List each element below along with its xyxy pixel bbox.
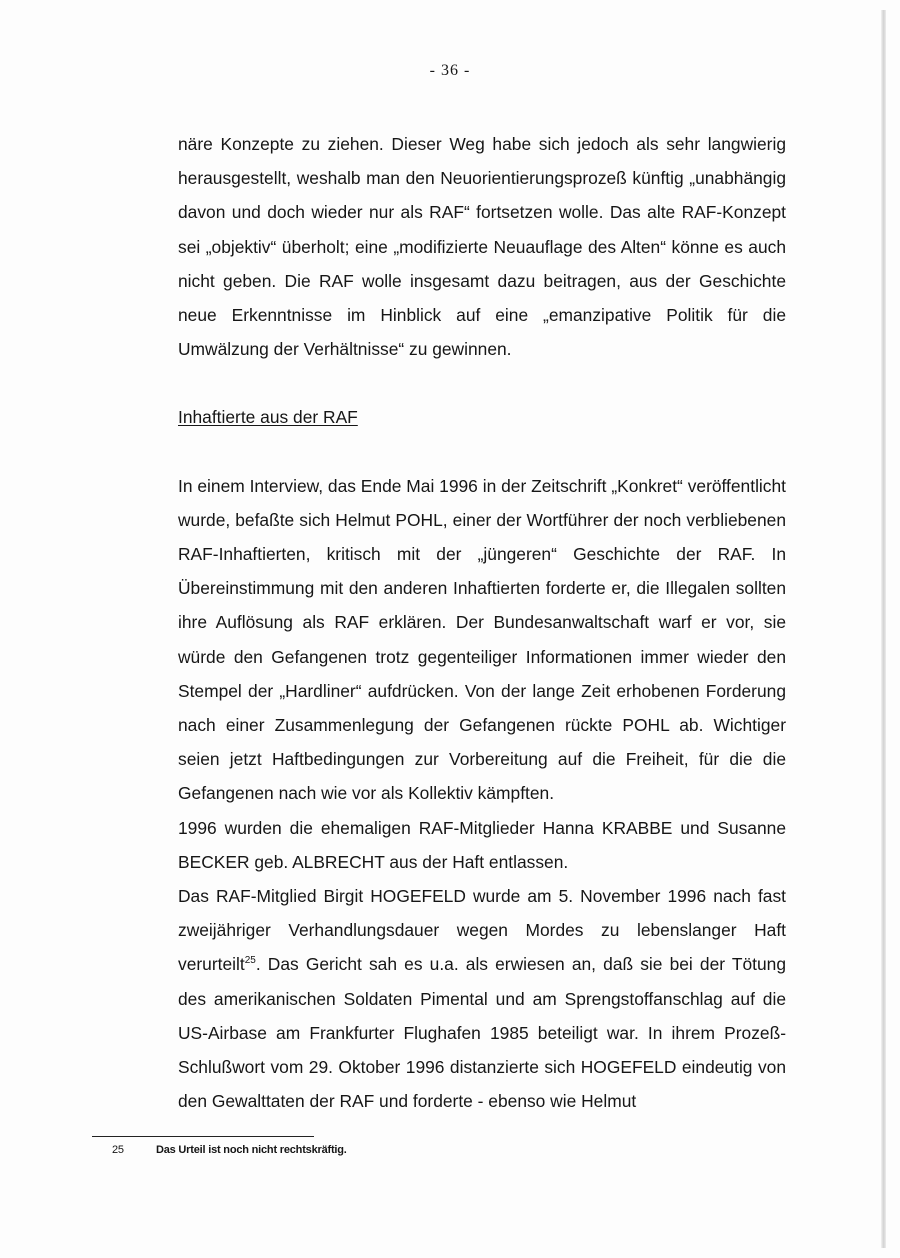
section-heading: Inhaftierte aus der RAF bbox=[178, 407, 358, 428]
body-text bbox=[178, 127, 786, 1118]
footnote-text: Das Urteil ist noch nicht rechtskräftig. bbox=[156, 1144, 347, 1156]
footnote-number: 25 bbox=[112, 1144, 124, 1156]
hogefeld-text-end: . Das Gericht sah es u.a. als erwiesen an, daß sie bei der Tötung des amerikanischen Soldaten Pimental und am Sprengstoffanschlag auf die US-Airbase am Frankfurter Flughafen 1985 beteiligt war. In ihrem Prozeß-Schlußwort vom 29. Oktober 1996 distanzierte sich HOGEFELD eindeutig von den Gewalttaten der RAF und forderte - ebenso wie Helmut bbox=[178, 954, 786, 1112]
paragraph-hogefeld bbox=[178, 879, 786, 1118]
page-number: - 36 - bbox=[429, 62, 471, 79]
paragraph-neuorientierung: näre Konzepte zu ziehen. Dieser Weg habe sich jedoch als sehr langwierig herausgestellt, weshalb man den Neuorientierungsprozeß künftig „unabhängig davon und doch wieder nur als RAF“ fortsetzen wolle. Das alte RAF-Konzept sei „objektiv“ überholt; eine „modifizierte Neuauflage des Alten“ könne es auch nicht geben. Die RAF wolle insgesamt dazu beitragen, aus der Geschichte neue Erkenntnisse im Hinblick auf eine „emanzipative Politik für die Umwälzung der Verhältnisse“ zu gewinnen. bbox=[178, 134, 786, 360]
footnote-divider bbox=[92, 1136, 314, 1137]
paragraph-releases: 1996 wurden die ehemaligen RAF-Mitglieder Hanna KRABBE und Susanne BECKER geb. ALBRECHT aus der Haft entlassen. bbox=[178, 817, 786, 872]
scan-edge-shadow bbox=[881, 10, 886, 1248]
paragraph-pohl-interview: In einem Interview, das Ende Mai 1996 in der Zeitschrift „Konkret“ veröffentlicht wurde, befaßte sich Helmut POHL, einer der Wortführer der noch verbliebenen RAF-Inhaftierten, kritisch mit der „jüngeren“ Geschichte der RAF. In Übereinstimmung mit den anderen Inhaftierten forderte er, die Illegalen sollten ihre Auflösung als RAF erklären. Der Bundesanwaltschaft warf er vor, sie würde den Gefangenen trotz gegenteiliger Informationen immer wieder den Stempel der „Hardliner“ aufdrücken. Von der lange Zeit erhobenen Forderung nach einer Zusammenlegung der Gefangenen rückte POHL ab. Wichtiger seien jetzt Haftbedingungen zur Vorbereitung auf die Freiheit, für die die Gefangenen nach wie vor als Kollektiv kämpften. bbox=[178, 475, 786, 804]
hogefeld-text-start: Das RAF-Mitglied Birgit HOGEFELD wurde am 5. November 1996 nach fast zweijähriger Verhandlungsdauer wegen Mordes zu lebenslanger Haft verurteilt bbox=[178, 886, 786, 975]
footnote-reference[interactable]: 25 bbox=[244, 955, 256, 967]
footnote bbox=[112, 1144, 347, 1156]
